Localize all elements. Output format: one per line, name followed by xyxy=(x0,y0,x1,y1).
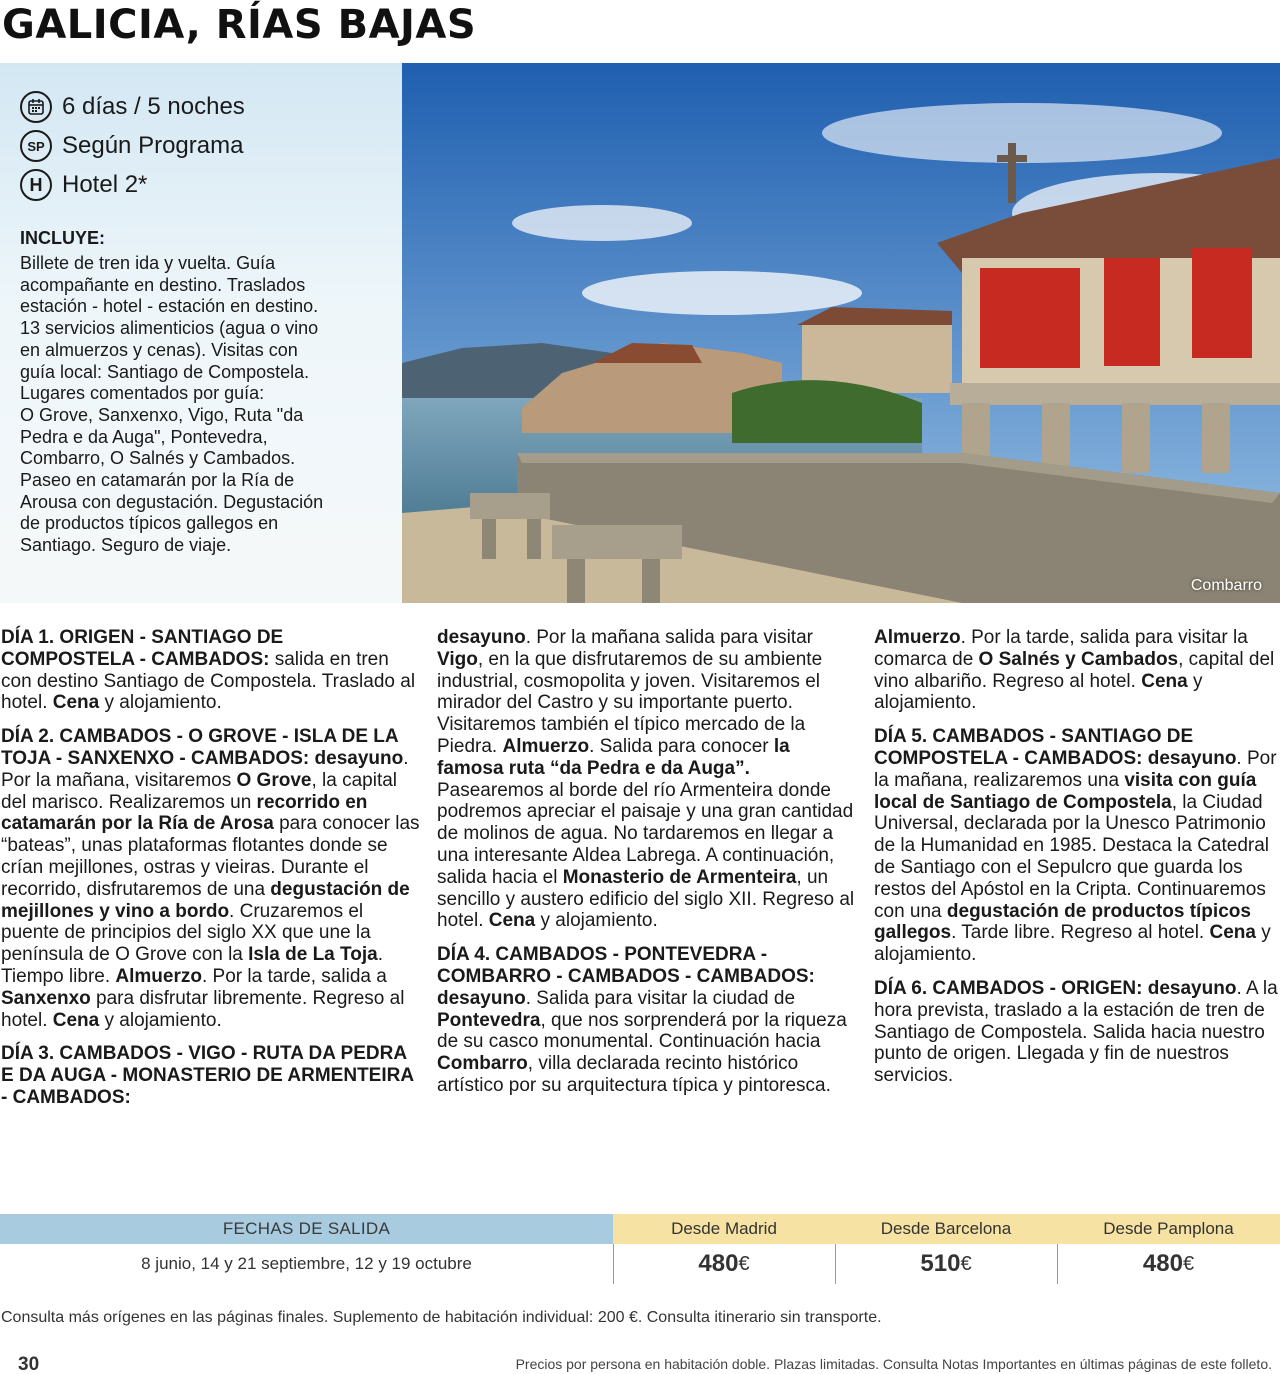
day-4 xyxy=(437,944,857,1097)
day-text: , un sencillo y austero edificio del siglo XII. Regreso al hotel. xyxy=(437,866,855,932)
day-highlight: Almuerzo xyxy=(874,627,961,648)
day-text: salida en tren con destino Santiago de Compostela. Traslado al hotel. xyxy=(1,648,416,714)
day-highlight: Pontevedra xyxy=(437,1009,541,1031)
day-text: para conocer las “bateas”, unas plataformas flotantes donde se crían mejillones, ostras y vieiras. Durante el recorrido, disfrutaremos de una xyxy=(1,813,420,900)
day-text: para disfrutar libremente. Regreso al hotel. xyxy=(1,987,405,1031)
day-highlight: O Grove xyxy=(236,769,312,791)
includes-line: Santiago. Seguro de viaje. xyxy=(20,535,232,556)
day-3 xyxy=(437,627,857,932)
day-5 xyxy=(874,726,1280,966)
day-highlight: O Salnés y Cambados xyxy=(978,648,1179,670)
duration-text: 6 días / 5 noches xyxy=(62,93,245,120)
price-amount: 480 xyxy=(1142,1250,1183,1277)
hero-section xyxy=(0,63,1280,603)
includes-line: guía local: Santiago de Compostela. xyxy=(20,361,310,382)
day-highlight: Cena xyxy=(1141,670,1188,692)
day-text: . Tiempo libre. xyxy=(1,944,383,987)
day-highlight: Almuerzo xyxy=(115,965,202,987)
includes-line: Combarro, O Salnés y Cambados. xyxy=(20,448,296,469)
day-text: y alojamiento. xyxy=(535,910,658,932)
day-text: , capital del vino albariño. Regreso al hotel. xyxy=(874,648,1275,692)
day-heading: DÍA 1. ORIGEN - SANTIAGO DE COMPOSTELA - CAMBADOS: xyxy=(1,627,284,670)
day-highlight: Cena xyxy=(52,1009,100,1031)
day-highlight: Cena xyxy=(488,910,536,932)
day-highlight: recorrido en catamarán por la Ría de Arosa xyxy=(1,791,368,835)
photo-illustration xyxy=(402,63,1280,603)
day-highlight: Sanxenxo xyxy=(1,987,91,1009)
day-text: . Por la mañana, realizaremos una xyxy=(874,747,1277,791)
day-text: . Salida para conocer xyxy=(589,735,774,757)
origin-header-barcelona: Desde Barcelona xyxy=(880,1219,1012,1238)
page-title: GALICIA, RÍAS BAJAS xyxy=(2,2,477,48)
price-amount: 480 xyxy=(698,1250,739,1277)
day-text: . Por la tarde, salida a xyxy=(201,965,387,987)
hotel-spec xyxy=(20,169,147,201)
price-currency: € xyxy=(960,1252,972,1275)
duration-spec xyxy=(20,91,245,123)
itinerary-column-1 xyxy=(1,627,421,1121)
combarro-photo xyxy=(402,63,1280,603)
includes-line: Pedra e da Auga", Pontevedra, xyxy=(20,426,268,447)
day-highlight: la famosa ruta “da Pedra e da Auga”. xyxy=(437,735,790,779)
price-amount: 510 xyxy=(920,1250,961,1277)
day-text: , la Ciudad Universal, declarada por la Unesco Patrimonio de la Humanidad en 1985. Destaca la Catedral de Santiago con el Sepulcro que guarda los restos del Apóstol en la Cripta. Continuaremos con una xyxy=(874,791,1270,922)
price-table xyxy=(0,1214,1280,1284)
day-6 xyxy=(874,978,1280,1087)
day-heading: DÍA 2. CAMBADOS - O GROVE - ISLA DE LA TOJA - SANXENXO - CAMBADOS: desayuno xyxy=(1,726,404,769)
day-text: . Salida para visitar la ciudad de xyxy=(525,987,796,1009)
includes-list xyxy=(20,253,392,557)
includes-line: Lugares comentados por guía: xyxy=(20,383,265,404)
price-barcelona xyxy=(835,1244,1057,1284)
day-highlight: Vigo xyxy=(437,648,478,670)
disclaimer: Precios por persona en habitación doble. Plazas limitadas. Consulta Notas Importantes en últimas páginas de este folleto. xyxy=(515,1356,1272,1372)
day-highlight: Cena xyxy=(1209,922,1256,944)
program-icon: SP xyxy=(20,130,52,162)
day-heading: DÍA 3. CAMBADOS - VIGO - RUTA DA PEDRA E DA AUGA - MONASTERIO DE ARMENTEIRA - CAMBADOS: xyxy=(1,1043,414,1108)
day-1 xyxy=(1,627,421,714)
day-3-heading xyxy=(1,1043,421,1108)
page-number: 30 xyxy=(18,1354,40,1374)
includes-line: Paseo en catamarán por la Ría de xyxy=(20,470,295,491)
day-4-cont xyxy=(874,627,1280,714)
day-text: . Por la mañana salida para visitar xyxy=(525,627,813,648)
hotel-text: Hotel 2* xyxy=(62,171,148,198)
day-text: Pasearemos al borde del río Armenteira donde podremos apreciar el paisaje y una gran cantidad de molinos de agua. No tardaremos en llegar a una interesante Aldea Labrega. A continuación, salida hacia el xyxy=(437,779,854,888)
day-text: y alojamiento. xyxy=(874,670,1203,714)
itinerary-column-3 xyxy=(874,627,1280,1099)
includes-line: acompañante en destino. Traslados xyxy=(20,274,306,295)
day-highlight: visita con guía local de Santiago de Compostela xyxy=(874,769,1257,813)
day-highlight: degustación de productos típicos gallegos xyxy=(874,900,1251,944)
includes-line: estación - hotel - estación en destino. xyxy=(20,296,319,317)
day-text: . A la hora prevista, traslado a la estación de tren de Santiago de Compostela. Salida hacia nuestro punto de origen. Llegada y fin de nuestros servicios. xyxy=(874,977,1278,1087)
trip-info-panel xyxy=(0,63,402,603)
footnote: Consulta más orígenes en las páginas finales. Suplemento de habitación individual: 200 €. Consulta itinerario sin transporte. xyxy=(1,1309,882,1326)
origin-header-madrid: Desde Madrid xyxy=(671,1219,777,1238)
price-madrid xyxy=(613,1244,835,1284)
day-heading: DÍA 6. CAMBADOS - ORIGEN: desayuno xyxy=(874,977,1237,999)
day-highlight: degustación de mejillones y vino a bordo xyxy=(1,878,410,922)
day-text: , en la que disfrutaremos de su ambiente industrial, cosmopolita y joven. Visitaremos el mirador del Castro y su importante puerto. Visitaremos también el típico mercado de la Piedra. xyxy=(437,648,823,757)
day-text: . Tarde libre. Regreso al hotel. xyxy=(951,922,1210,944)
day-highlight: Monasterio de Armenteira xyxy=(562,866,797,888)
price-currency: € xyxy=(738,1252,750,1275)
program-text: Según Programa xyxy=(62,132,244,159)
calendar-icon xyxy=(20,91,52,123)
day-text: . Por la mañana, visitaremos xyxy=(1,747,409,791)
day-highlight: Combarro xyxy=(437,1053,528,1075)
includes-line: Billete de tren ida y vuelta. Guía xyxy=(20,253,276,273)
origin-header-pamplona: Desde Pamplona xyxy=(1103,1219,1234,1238)
day-highlight: Almuerzo xyxy=(502,735,590,757)
program-spec xyxy=(20,130,243,162)
departure-dates: 8 junio, 14 y 21 septiembre, 12 y 19 octubre xyxy=(141,1254,472,1273)
day-text: , que nos sorprenderá por la riqueza de su casco monumental. Continuación hacia xyxy=(437,1009,847,1053)
photo-caption: Combarro xyxy=(1190,577,1262,594)
day-text: . Por la tarde, salida para visitar la comarca de xyxy=(874,627,1248,670)
day-text: , la capital del marisco. Realizaremos un xyxy=(1,769,398,813)
price-currency: € xyxy=(1182,1252,1195,1275)
includes-line: 13 servicios alimenticios (agua o vino xyxy=(20,318,319,339)
price-pamplona xyxy=(1057,1244,1280,1284)
day-2 xyxy=(1,726,421,1031)
day-heading: DÍA 4. CAMBADOS - PONTEVEDRA - COMBARRO - CAMBADOS - CAMBADOS: desayuno xyxy=(437,944,815,1009)
day-heading: DÍA 5. CAMBADOS - SANTIAGO DE COMPOSTELA - CAMBADOS: desayuno xyxy=(874,726,1237,769)
hotel-icon: H xyxy=(20,169,52,201)
day-highlight: desayuno xyxy=(437,627,526,648)
includes-line: O Grove, Sanxenxo, Vigo, Ruta "da xyxy=(20,404,304,425)
day-text: y alojamiento. xyxy=(99,1009,222,1031)
itinerary-column-2 xyxy=(437,627,857,1109)
departure-dates-header: FECHAS DE SALIDA xyxy=(0,1214,613,1244)
day-text: . Cruzaremos el puente de principios del siglo XX que une la península de O Grove con la xyxy=(1,900,371,966)
day-text: y alojamiento. xyxy=(99,692,222,714)
includes-line: de productos típicos gallegos en xyxy=(20,513,279,534)
day-highlight: Isla de La Toja xyxy=(248,944,378,966)
day-text: y alojamiento. xyxy=(874,922,1271,966)
includes-heading: INCLUYE: xyxy=(20,228,105,248)
includes-line: en almuerzos y cenas). Visitas con xyxy=(20,339,298,360)
includes-line: Arousa con degustación. Degustación xyxy=(20,491,324,512)
day-text: , villa declarada recinto histórico artístico por su arquitectura típica y pintoresca. xyxy=(437,1053,831,1096)
day-highlight: Cena xyxy=(52,692,100,714)
